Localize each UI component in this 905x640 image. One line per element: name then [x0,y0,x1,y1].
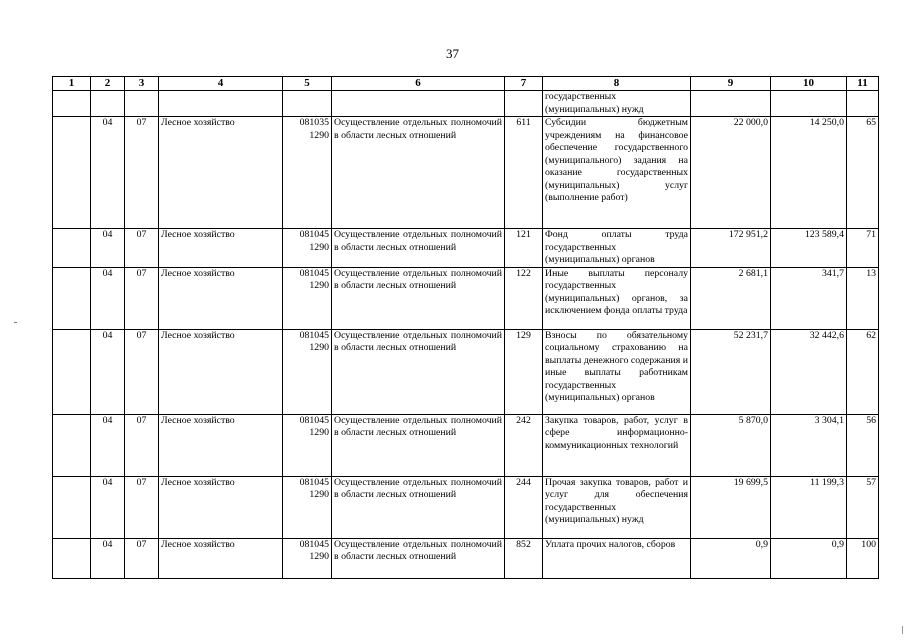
cell-empty [53,267,91,329]
cell-expense-type: 242 [505,414,543,476]
cell-percent: 57 [847,476,879,538]
col-header-4: 4 [159,77,283,91]
table-row [53,117,879,229]
scan-mark [14,322,17,323]
cell-actual: 123 589,4 [771,229,847,268]
cell-expense-name: Взносы по обязательному социальному страхованию на выплаты денежного содержания и иные выплаты работникам государственных (муниципальных) органов [543,329,691,414]
cell-expense-name: Уплата прочих налогов, сборов [543,538,691,578]
cell-expense-type: 129 [505,329,543,414]
col-header-1: 1 [53,77,91,91]
cell-target-code: 081045 1290 [283,414,332,476]
cell-expense-name: Закупка товаров, работ, услуг в сфере информационно-коммуникационных технологий [543,414,691,476]
cell-section: 04 [91,117,125,229]
table-row [53,476,879,538]
table-row [53,229,879,268]
cell-target-code: 081045 1290 [283,267,332,329]
col-header-7: 7 [505,77,543,91]
col-header-10: 10 [771,77,847,91]
cell-plan: 52 231,7 [691,329,771,414]
cell-name: Лесное хозяйство [159,476,283,538]
cell-percent: 71 [847,229,879,268]
cell-empty [53,117,91,229]
cell-section: 04 [91,229,125,268]
cell-plan: 172 951,2 [691,229,771,268]
cell-plan: 19 699,5 [691,476,771,538]
cell-empty [53,329,91,414]
continuation-text: государственных (муниципальных) нужд [543,91,691,117]
cell-expense-type: 122 [505,267,543,329]
cell-section: 04 [91,329,125,414]
cell-expense-type: 611 [505,117,543,229]
cell-section: 04 [91,414,125,476]
cell-subsection: 07 [125,538,159,578]
cell-empty [53,229,91,268]
cell-expense-name: Субсидии бюджетным учреждениям на финансовое обеспечение государственного (муниципального) задания на оказание государственных (муниципальных) услуг (выполнение работ) [543,117,691,229]
cell-plan: 0,9 [691,538,771,578]
cell-target-code: 081035 1290 [283,117,332,229]
cell-name: Лесное хозяйство [159,414,283,476]
cell-name: Лесное хозяйство [159,267,283,329]
budget-table [52,76,879,579]
cell-actual: 11 199,3 [771,476,847,538]
cell-name: Лесное хозяйство [159,117,283,229]
cell-name: Лесное хозяйство [159,329,283,414]
cell-target-code: 081045 1290 [283,538,332,578]
cell-percent: 65 [847,117,879,229]
cell-plan: 22 000,0 [691,117,771,229]
cell-plan: 2 681,1 [691,267,771,329]
cell-target-name: Осуществление отдельных полномочий в области лесных отношений [332,229,505,268]
cell-name: Лесное хозяйство [159,538,283,578]
cell-actual: 3 304,1 [771,414,847,476]
col-header-2: 2 [91,77,125,91]
cell-expense-name: Прочая закупка товаров, работ и услуг для обеспечения государственных (муниципальных) нужд [543,476,691,538]
cell-subsection: 07 [125,267,159,329]
cell-target-name: Осуществление отдельных полномочий в области лесных отношений [332,476,505,538]
cell-actual: 14 250,0 [771,117,847,229]
col-header-8: 8 [543,77,691,91]
cell-target-name: Осуществление отдельных полномочий в области лесных отношений [332,414,505,476]
header-row [53,77,879,91]
scan-edge-mark [902,626,903,634]
cell-section: 04 [91,476,125,538]
cell-actual: 341,7 [771,267,847,329]
cell-target-code: 081045 1290 [283,476,332,538]
cell-percent: 100 [847,538,879,578]
cell-expense-name: Иные выплаты персоналу государственных (муниципальных) органов, за исключением фонда оплаты труда [543,267,691,329]
col-header-3: 3 [125,77,159,91]
cell-empty [53,476,91,538]
table-row [53,329,879,414]
cell-name: Лесное хозяйство [159,229,283,268]
cell-subsection: 07 [125,329,159,414]
cell-percent: 13 [847,267,879,329]
col-header-11: 11 [847,77,879,91]
cell-target-name: Осуществление отдельных полномочий в области лесных отношений [332,329,505,414]
cell-section: 04 [91,538,125,578]
cell-subsection: 07 [125,414,159,476]
cell-section: 04 [91,267,125,329]
cell-subsection: 07 [125,476,159,538]
table-row [53,267,879,329]
cell-target-name: Осуществление отдельных полномочий в области лесных отношений [332,117,505,229]
table-row [53,538,879,578]
continuation-row [53,91,879,117]
cell-expense-type: 852 [505,538,543,578]
cell-expense-type: 244 [505,476,543,538]
cell-plan: 5 870,0 [691,414,771,476]
cell-target-name: Осуществление отдельных полномочий в области лесных отношений [332,538,505,578]
cell-percent: 62 [847,329,879,414]
cell-subsection: 07 [125,229,159,268]
col-header-6: 6 [332,77,505,91]
cell-actual: 32 442,6 [771,329,847,414]
page-number: 37 [446,46,459,61]
col-header-5: 5 [283,77,332,91]
cell-actual: 0,9 [771,538,847,578]
cell-target-code: 081045 1290 [283,229,332,268]
cell-target-code: 081045 1290 [283,329,332,414]
col-header-9: 9 [691,77,771,91]
cell-empty [53,538,91,578]
cell-percent: 56 [847,414,879,476]
table-row [53,414,879,476]
cell-expense-type: 121 [505,229,543,268]
cell-target-name: Осуществление отдельных полномочий в области лесных отношений [332,267,505,329]
cell-expense-name: Фонд оплаты труда государственных (муниципальных) органов [543,229,691,268]
cell-subsection: 07 [125,117,159,229]
cell-empty [53,414,91,476]
